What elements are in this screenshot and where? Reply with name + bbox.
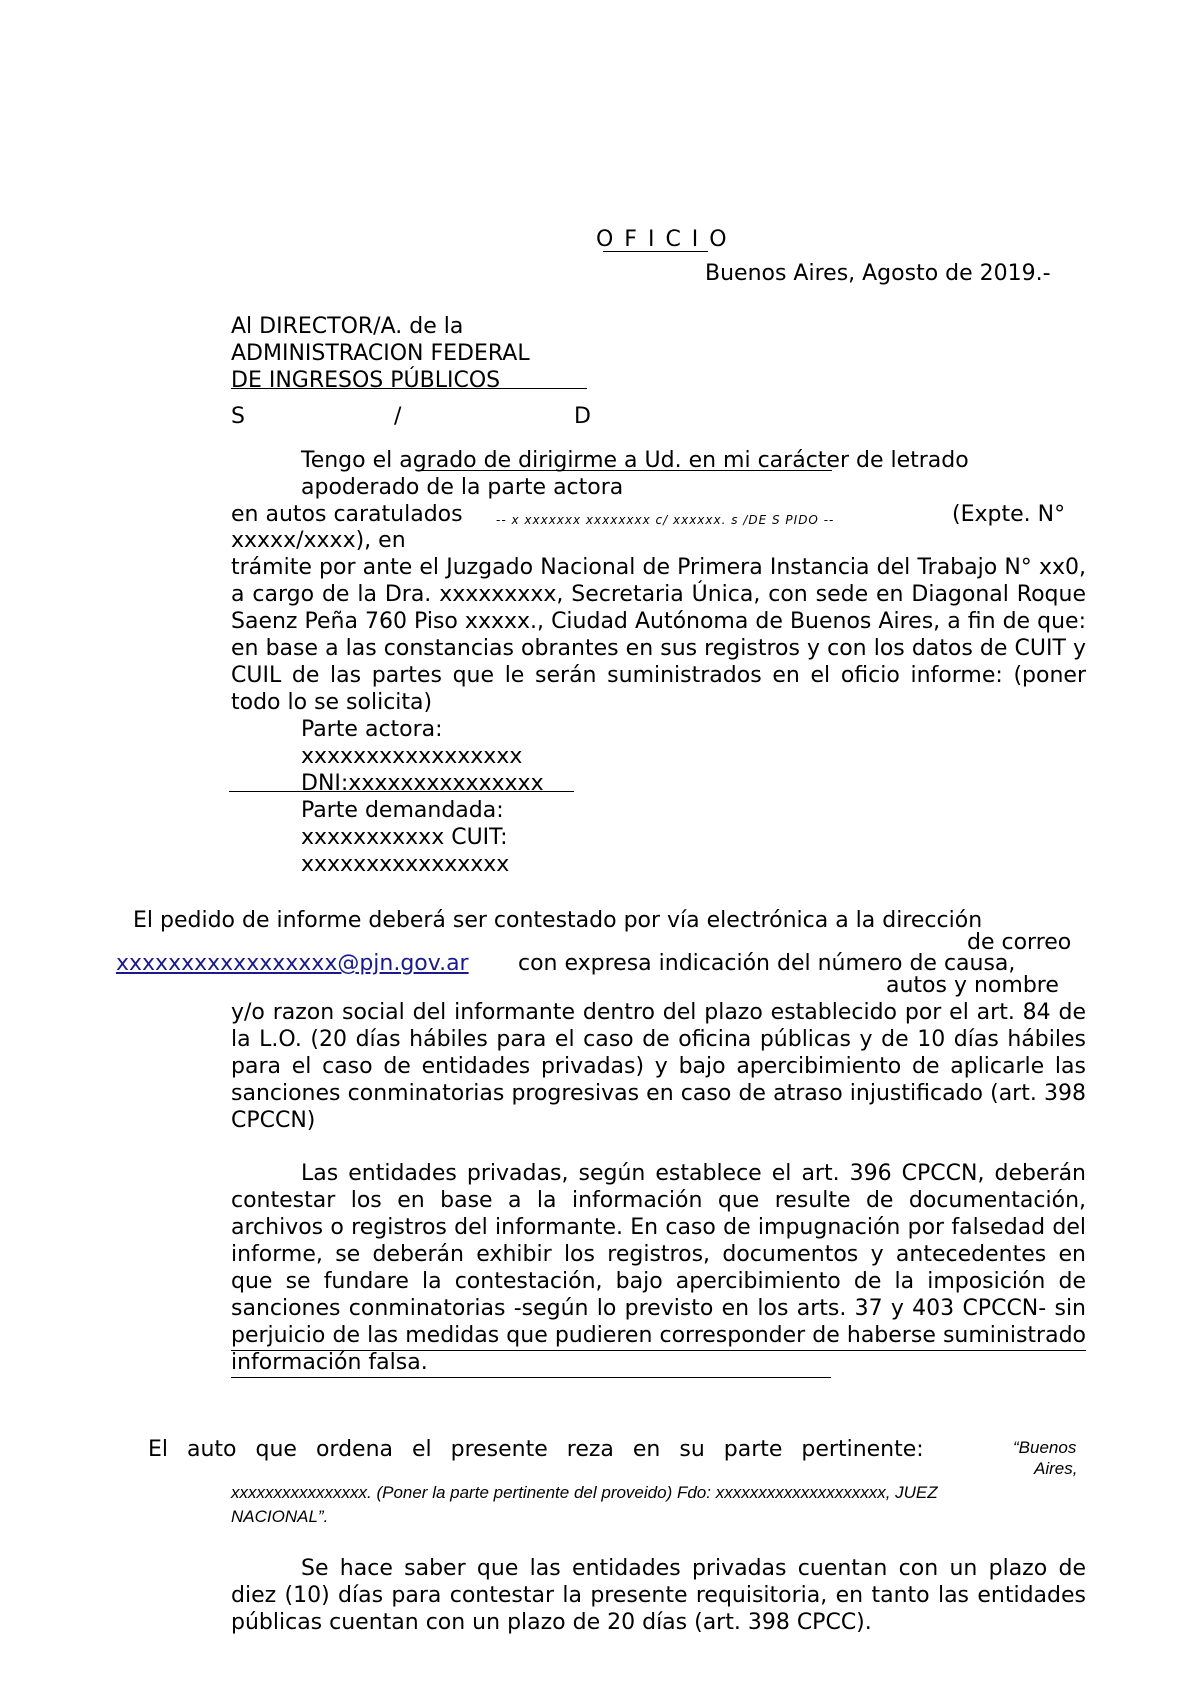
informe-line-3: con expresa indicación del número de causa, xyxy=(518,951,1016,976)
parte-demandada-name: xxxxxxxxxxx CUIT: xyxy=(301,825,508,850)
auto-quote-1: “Buenos xyxy=(1013,1438,1077,1457)
document-title: O F I C I O xyxy=(596,227,729,252)
autos-suffix: (Expte. N° xyxy=(952,502,1066,527)
auto-quote-4: NACIONAL”. xyxy=(231,1507,329,1526)
parte-actora-dni: DNI:xxxxxxxxxxxxxxx xyxy=(301,771,544,796)
informe-line-1: El pedido de informe deberá ser contestado por vía electrónica a la dirección xyxy=(133,908,983,933)
document-date: Buenos Aires, Agosto de 2019.- xyxy=(705,261,1051,286)
parte-demandada-cuit: xxxxxxxxxxxxxxxx xyxy=(301,852,510,877)
informe-line-2: de correo xyxy=(967,930,1072,955)
parte-actora-label: Parte actora: xyxy=(301,717,443,742)
autos-prefix: en autos caratulados xyxy=(231,502,463,527)
sd-s: S xyxy=(231,404,245,429)
expte-number: xxxxx/xxxx), en xyxy=(231,528,406,553)
auto-line-1: El auto que ordena el presente reza en su parte pertinente: xyxy=(148,1437,924,1462)
sd-slash: / xyxy=(394,404,402,429)
addressee-line-3: DE INGRESOS PÚBLICOS xyxy=(231,368,501,393)
title-underline xyxy=(603,251,708,252)
entidades-paragraph: Las entidades privadas, según establece el art. 396 CPCCN, deberán contestar los en base a la información que resulte de documentación, archivos o registros del informante. En caso de impugnación por falsedad del informe, se deberán exhibir los registros, documentos y antecedentes en que se fundare la contestación, bajo apercibimiento de la imposición de sanciones conminatorias -según lo previsto en los arts. 37 y 403 CPCCN- sin perjuicio de las medidas que pudieren corresponder de haberse suministrado información falsa. xyxy=(231,1161,1086,1375)
entidades-underline-2 xyxy=(231,1377,831,1378)
tramite-paragraph: trámite por ante el Juzgado Nacional de Primera Instancia del Trabajo N° xx0, a cargo de la Dra. xxxxxxxxx, Secretaria Única, con sede en Diagonal Roque Saenz Peña 760 Piso xxxxx., Ciudad Autónoma de Buenos Aires, a fin de que: en base a las constancias obrantes en sus registros y con los datos de CUIT y CUIL de las partes que le serán suministrados en el oficio informe: (poner todo lo se solicita) xyxy=(231,555,1086,715)
intro-strike-line xyxy=(420,470,832,471)
addressee-line-2: ADMINISTRACION FEDERAL xyxy=(231,341,530,366)
parte-demandada-label: Parte demandada: xyxy=(301,798,504,823)
plazo-paragraph: Se hace saber que las entidades privadas cuentan con un plazo de diez (10) días para contestar la presente requisitoria, en tanto las entidades públicas cuentan con un plazo de 20 días (art. 398 CPCC). xyxy=(231,1556,1086,1635)
parte-actora-name: xxxxxxxxxxxxxxxxx xyxy=(301,744,523,769)
entidades-underline-1 xyxy=(231,1350,1086,1351)
auto-quote-3: xxxxxxxxxxxxxxxx. (Poner la parte pertinente del proveido) Fdo: xxxxxxxxxxxxxxxxxxxx, JUEZ xyxy=(231,1483,938,1502)
addressee-underline xyxy=(231,388,587,389)
sd-d: D xyxy=(574,404,591,429)
intro-line-1: Tengo el agrado de dirigirme a Ud. en mi carácter de letrado xyxy=(301,448,969,473)
autos-caption: -- x xxxxxxx xxxxxxxx c/ xxxxxx. s /DE S PIDO -- xyxy=(496,513,835,527)
addressee-line-1: Al DIRECTOR/A. de la xyxy=(231,314,464,339)
email-link[interactable]: xxxxxxxxxxxxxxxxx@pjn.gov.ar xyxy=(116,951,469,976)
informe-line-4: autos y nombre xyxy=(886,973,1059,998)
intro-line-2: apoderado de la parte actora xyxy=(301,475,624,500)
auto-quote-2: Aires, xyxy=(1034,1459,1078,1478)
informe-paragraph: y/o razon social del informante dentro del plazo establecido por el art. 84 de la L.O. (20 días hábiles para el caso de oficina públicas y de 10 días hábiles para el caso de entidades privadas) y bajo apercibimiento de aplicarle las sanciones conminatorias progresivas en caso de atraso injustificado (art. 398 CPCCN) xyxy=(231,1000,1086,1133)
